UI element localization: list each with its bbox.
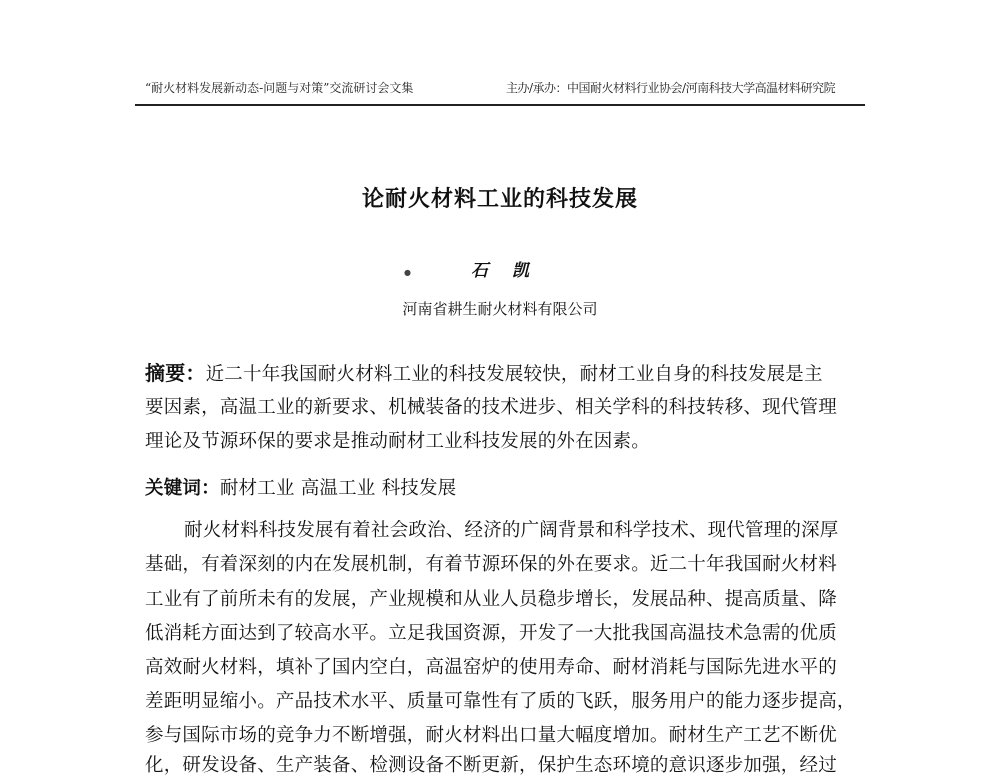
body-line: 耐火材料科技发展有着社会政治、经济的广阔背景和科学技术、现代管理的深厚 bbox=[184, 520, 839, 541]
abstract-label: 摘要： bbox=[145, 361, 206, 385]
abstract-line bbox=[145, 357, 823, 386]
keywords-label: 关键词： bbox=[145, 478, 220, 499]
body-line: 低消耗方面达到了较高水平。立足我国资源，开发了一大批我国高温技术急需的优质 bbox=[145, 623, 837, 644]
paper-title: 论耐火材料工业的科技发展 bbox=[361, 186, 638, 212]
body-line: 参与国际市场的竞争力不断增强，耐火材料出口量大幅度增加。耐材生产工艺不断优 bbox=[145, 725, 837, 746]
body-line: 化，研发设备、生产装备、检测设备不断更新，保护生态环境的意识逐步加强，经过 bbox=[145, 755, 837, 776]
abstract-text: 近二十年我国耐火材料工业的科技发展较快，耐材工业自身的科技发展是主 bbox=[205, 364, 823, 385]
affiliation: 河南省耕生耐火材料有限公司 bbox=[402, 300, 598, 318]
author: 石 凯 bbox=[471, 261, 529, 281]
body-line: 工业有了前所未有的发展，产业规模和从业人员稳步增长，发展品种、提高质量、降 bbox=[145, 589, 837, 610]
running-header-right: 主办/承办：中国耐火材料行业协会/河南科技大学高温材料研究院 bbox=[506, 81, 836, 95]
body-line: 差距明显缩小。产品技术水平、质量可靠性有了质的飞跃，服务用户的能力逐步提高， bbox=[145, 691, 856, 712]
abstract-line: 理论及节源环保的要求是推动耐材工业科技发展的外在因素。 bbox=[145, 431, 650, 452]
scan-speck: ● bbox=[404, 268, 411, 277]
keywords-text: 耐材工业 高温工业 科技发展 bbox=[219, 478, 457, 499]
body-line: 高效耐火材料，填补了国内空白，高温窑炉的使用寿命、耐材消耗与国际先进水平的 bbox=[145, 657, 837, 678]
abstract-line: 要因素，高温工业的新要求、机械装备的技术进步、相关学科的科技转移、现代管理 bbox=[145, 397, 837, 418]
body-line: 基础，有着深刻的内在发展机制，有着节源环保的外在要求。近二十年我国耐火材料 bbox=[145, 554, 837, 575]
header-rule bbox=[135, 104, 865, 106]
keywords bbox=[145, 474, 456, 500]
running-header-left: “耐火材料发展新动态-问题与对策”交流研讨会文集 bbox=[145, 81, 414, 95]
